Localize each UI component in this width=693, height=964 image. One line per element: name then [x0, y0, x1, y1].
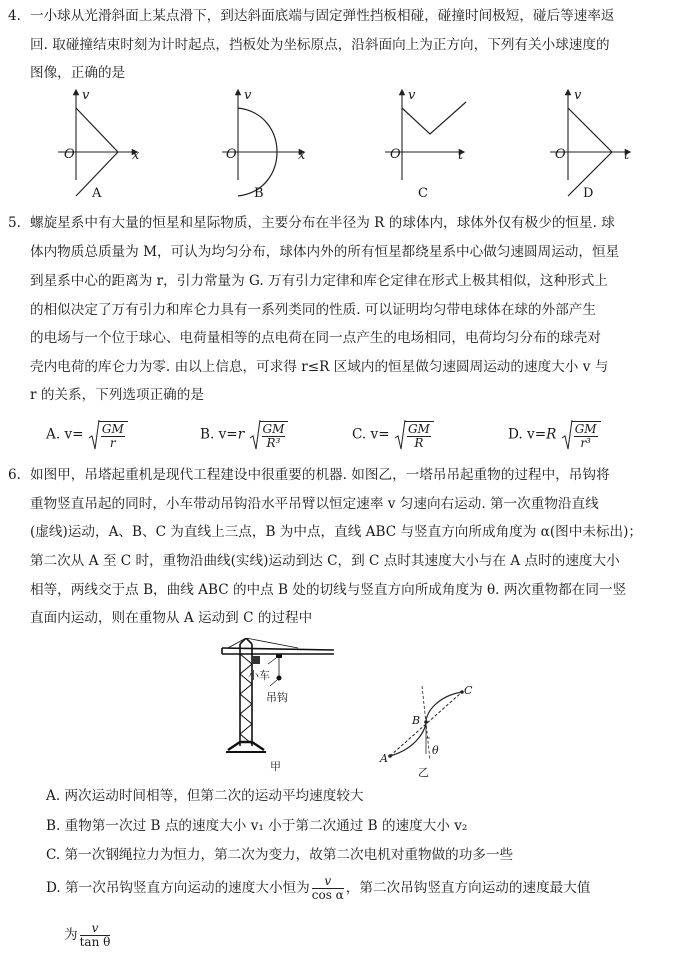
q6-line-2: 重物竖直吊起的同时，小车带动吊钩沿水平吊臂以恒定速率 v 匀速向右运动. 第一次重物沿直线 — [30, 496, 599, 512]
q5-option-d-num: GM — [574, 421, 597, 436]
q5-option-c-den: R — [414, 435, 424, 450]
q5-option-a-den: r — [109, 435, 116, 450]
point-c-label: C — [464, 684, 473, 697]
graph-a-yaxis: v — [82, 88, 90, 103]
graph-c — [385, 92, 466, 180]
graph-c-xaxis: t — [458, 148, 464, 163]
q5-option-c[interactable] — [352, 418, 434, 452]
graph-a-xaxis: x — [132, 148, 140, 163]
graph-a-origin: O — [64, 147, 75, 162]
q5-option-a-label: A. v= — [46, 426, 84, 443]
q6-number: 6. — [8, 467, 21, 483]
q5-line-6: 壳内电荷的库仑力为零. 由以上信息，可求得 r≤R 区域内的恒星做匀速圆周运动的速度大小 v 与 — [30, 359, 609, 375]
graph-c-origin: O — [390, 147, 401, 162]
q5-option-b-coef: r — [237, 426, 245, 443]
graph-d-xaxis: t — [624, 148, 630, 163]
q6-option-b[interactable]: B. 重物第一次过 B 点的速度大小 v₁ 小于第二次通过 B 的速度大小 v₂ — [46, 818, 468, 834]
q6-option-d2-frac-num: v — [80, 922, 111, 936]
q5-option-a-num: GM — [101, 421, 124, 436]
graph-a — [58, 92, 135, 196]
q5-option-d[interactable] — [508, 418, 601, 452]
q4-line-2: 回. 取碰撞结束时刻为计时起点，挡板处为坐标原点，沿斜面向上为正方向，下列有关小球速度的 — [30, 37, 610, 53]
graph-b — [222, 92, 302, 196]
graph-b-origin: O — [226, 147, 237, 162]
q5-line-5: 的电场与一个位于球心、电荷量相等的点电荷在同一点产生的电场相同，电荷均匀分布的球壳对 — [30, 330, 601, 346]
q6-line-1: 如图甲，吊塔起重机是现代工程建设中很重要的机器. 如图乙，一塔吊吊起重物的过程中，吊钩将 — [30, 467, 610, 483]
q5-option-b[interactable] — [200, 418, 288, 452]
crane-cart-label: 小车 — [248, 669, 270, 682]
q6-line-4: 第二次从 A 至 C 时，重物沿曲线(实线)运动到达 C，到 C 点时其速度大小与在 A 点时的速度大小 — [30, 553, 620, 569]
graph-b-label: B — [254, 186, 264, 201]
q5-option-b-num: GM — [262, 421, 285, 436]
crane-hook-label: 吊钩 — [266, 691, 288, 704]
q5-option-b-den: R³ — [266, 435, 281, 450]
graph-b-yaxis: v — [244, 88, 252, 103]
q6-option-d-text-3: 为 — [64, 927, 78, 943]
q5-line-3: 到星系中心的距离为 r，引力常量为 G. 万有引力定律和库仑定律在形式上极其相似，这种形式上 — [30, 273, 608, 289]
point-a-label: A — [380, 752, 388, 765]
q5-line-2: 体内物质总质量为 M，可认为均匀分布，球体内外的所有恒星都绕星系中心做匀速圆周运动，恒星 — [30, 244, 620, 260]
graph-d-label: D — [583, 186, 594, 201]
q6-option-d-cont — [64, 922, 112, 949]
theta-label: θ — [432, 744, 439, 757]
graph-c-yaxis: v — [408, 88, 416, 103]
q5-option-d-coef: R — [546, 426, 557, 443]
q6-option-d-frac-num: v — [312, 875, 344, 889]
q6-option-d[interactable] — [46, 875, 590, 902]
q5-option-d-label: D. v= — [508, 426, 547, 443]
graph-b-xaxis: x — [298, 148, 306, 163]
graph-d — [550, 92, 628, 196]
q4-number: 4. — [8, 8, 21, 24]
q6-line-5: 相等，两线交于点 B，曲线 ABC 的中点 B 处的切线与竖直方向所成角度为 θ. 两次重物都在同一竖 — [30, 582, 627, 598]
q4-line-1: 一小球从光滑斜面上某点滑下，到达斜面底端与固定弹性挡板相碰，碰撞时间极短，碰后等速率返 — [30, 8, 615, 24]
point-b-label: B — [412, 714, 421, 727]
q5-line-4: 的相似决定了万有引力和库仑力具有一系列类同的性质. 可以证明均匀带电球体在球的外部产生 — [30, 302, 596, 318]
q5-option-c-label: C. v= — [352, 426, 390, 443]
graph-d-yaxis: v — [574, 88, 582, 103]
q5-option-a[interactable] — [46, 418, 128, 452]
q6-option-d-text-2: ，第二次吊钩竖直方向运动的速度最大值 — [345, 880, 591, 896]
q6-option-d-text: D. 第一次吊钩竖直方向运动的速度大小恒为 — [46, 880, 310, 896]
graph-c-label: C — [418, 186, 428, 201]
q6-option-d2-frac-den: tan θ — [79, 935, 111, 949]
q5-option-c-num: GM — [407, 421, 430, 436]
q6-option-a[interactable]: A. 两次运动时间相等，但第二次的运动平均速度较大 — [46, 788, 364, 804]
q4-line-3: 图像，正确的是 — [30, 65, 126, 81]
q5-option-b-label: B. v= — [200, 426, 238, 443]
q5-line-1: 螺旋星系中有大量的恒星和星际物质，主要分布在半径为 R 的球体内，球体外仅有极少的恒星. 球 — [30, 215, 615, 231]
graph-a-label: A — [92, 186, 102, 201]
q6-option-c[interactable]: C. 第一次钢绳拉力为恒力，第二次为变力，故第二次电机对重物做的功多一些 — [46, 847, 514, 863]
graph-d-origin: O — [555, 147, 566, 162]
fig-jia-label: 甲 — [270, 760, 281, 773]
q6-option-d-frac-den: cos α — [311, 888, 344, 902]
q5-option-d-den: r³ — [580, 435, 591, 450]
q5-number: 5. — [8, 215, 21, 231]
q6-line-3: (虚线)运动，A、B、C 为直线上三点，B 为中点，直线 ABC 与竖直方向所成角度为 α(图中未标出)； — [30, 524, 643, 540]
q5-line-7: r 的关系，下列选项正确的是 — [30, 387, 204, 403]
fig-yi-label: 乙 — [418, 766, 429, 779]
q6-line-6: 直面内运动，则在重物从 A 运动到 C 的过程中 — [30, 610, 313, 626]
